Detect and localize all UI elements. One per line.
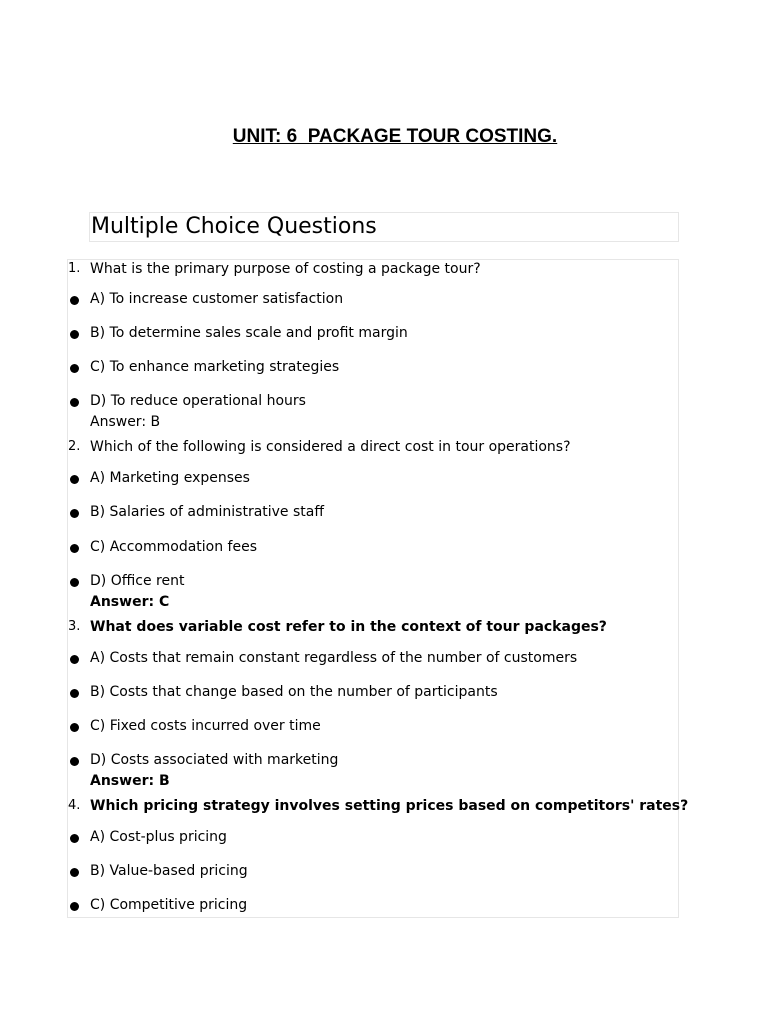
answer-text: Answer: B [90,773,170,789]
answer-text: Answer: B [90,414,161,430]
option-text: B) Salaries of administrative staff [90,504,325,520]
bullet-icon [70,578,79,587]
option-text: A) Costs that remain constant regardless of the number of customers [90,650,578,666]
question-number: 4. [68,798,81,813]
section-heading-box [89,212,679,242]
questions-box [67,259,689,918]
question-number: 3. [68,619,81,634]
option-text: C) Competitive pricing [90,897,248,913]
option-text: C) To enhance marketing strategies [90,359,340,375]
question-text: Which of the following is considered a direct cost in tour operations? [90,439,571,455]
bullet-icon [70,544,79,553]
bullet-icon [70,475,79,484]
section-title: Multiple Choice Questions [91,214,377,239]
option-text: B) Value-based pricing [90,863,248,879]
option-text: B) To determine sales scale and profit margin [90,325,408,341]
question-text: Which pricing strategy involves setting prices based on competitors' rates? [90,798,689,814]
bullet-icon [70,655,79,664]
bullet-icon [70,689,79,698]
question-number: 2. [68,439,81,454]
bullet-icon [70,296,79,305]
bullet-icon [70,330,79,339]
question-text: What does variable cost refer to in the context of tour packages? [90,619,607,635]
option-text: A) Cost-plus pricing [90,829,227,845]
option-text: D) Costs associated with marketing [90,752,339,768]
option-text: A) Marketing expenses [90,470,250,486]
option-text: C) Accommodation fees [90,539,258,555]
bullet-icon [70,902,79,911]
question-number: 1. [68,261,81,276]
option-text: D) To reduce operational hours [90,393,306,409]
page-title: UNIT: 6 PACKAGE TOUR COSTING. [232,126,558,147]
bullet-icon [70,509,79,518]
option-text: D) Office rent [90,573,185,589]
option-text: C) Fixed costs incurred over time [90,718,321,734]
bullet-icon [70,868,79,877]
bullet-icon [70,723,79,732]
option-text: B) Costs that change based on the number of participants [90,684,498,700]
question-text: What is the primary purpose of costing a package tour? [90,261,481,277]
bullet-icon [70,398,79,407]
answer-text: Answer: C [90,594,170,610]
option-text: A) To increase customer satisfaction [90,291,344,307]
bullet-icon [70,757,79,766]
bullet-icon [70,834,79,843]
bullet-icon [70,364,79,373]
